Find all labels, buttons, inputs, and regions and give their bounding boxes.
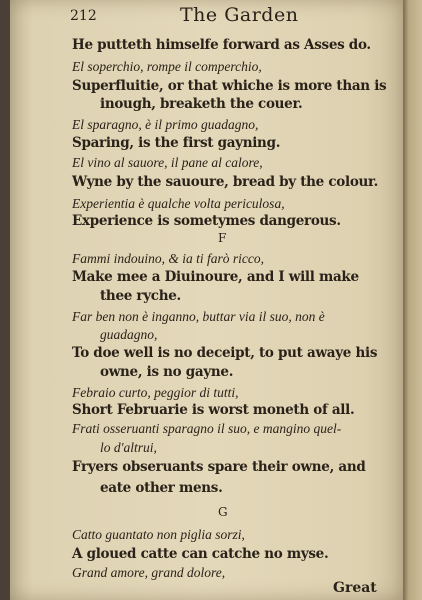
text-line: Short Februarie is worst moneth of all. bbox=[72, 402, 355, 418]
text-line: El vino al sauore, il pane al calore, bbox=[72, 155, 263, 170]
book-page bbox=[10, 0, 403, 600]
adjacent-page-edge bbox=[403, 0, 422, 600]
text-line: inough, breaketh the couer. bbox=[100, 96, 303, 112]
text-line: Wyne by the sauoure, bread by the colour. bbox=[72, 174, 379, 190]
text-line: El soperchio, rompe il comperchio, bbox=[72, 59, 262, 74]
text-line: Febraio curto, peggior di tutti, bbox=[72, 385, 239, 400]
text-line: eate other mens. bbox=[100, 480, 223, 496]
text-line: Fryers obseruants spare their owne, and bbox=[72, 459, 366, 475]
text-line: Fammi indouino, & ia ti farò ricco, bbox=[72, 251, 264, 266]
text-line: lo d'altrui, bbox=[100, 440, 157, 455]
text-line: He putteth himselfe forward as Asses do. bbox=[72, 37, 371, 53]
text-line: guadagno, bbox=[100, 327, 158, 342]
text-line: Frati osseruanti sparagno il suo, e mangino quel- bbox=[72, 421, 342, 436]
text-line: Sparing, is the first gayning. bbox=[72, 135, 281, 151]
section-letter: F bbox=[218, 231, 227, 245]
text-line: To doe well is no deceipt, to put awaye his bbox=[72, 345, 378, 361]
running-title: The Garden bbox=[180, 4, 299, 26]
text-line: Grand amore, grand dolore, bbox=[72, 565, 226, 580]
page-header bbox=[70, 4, 380, 28]
page-number: 212 bbox=[70, 8, 97, 24]
catchword: Great bbox=[333, 580, 377, 596]
text-line: A gloued catte can catche no myse. bbox=[72, 546, 329, 562]
text-line: Make mee a Diuinoure, and I will make bbox=[72, 269, 359, 285]
text-line: El sparagno, è il primo guadagno, bbox=[72, 117, 259, 132]
text-line: owne, is no gayne. bbox=[100, 364, 234, 380]
text-line: Experience is sometymes dangerous. bbox=[72, 213, 341, 229]
text-line: Catto guantato non piglia sorzi, bbox=[72, 527, 245, 542]
text-line: thee ryche. bbox=[100, 288, 181, 304]
text-line: Far ben non è inganno, buttar via il suo, non è bbox=[72, 309, 325, 324]
text-line: Experientia è qualche volta periculosa, bbox=[72, 196, 285, 211]
section-letter: G bbox=[218, 505, 228, 519]
text-line: Superfluitie, or that whiche is more than is bbox=[72, 78, 387, 94]
